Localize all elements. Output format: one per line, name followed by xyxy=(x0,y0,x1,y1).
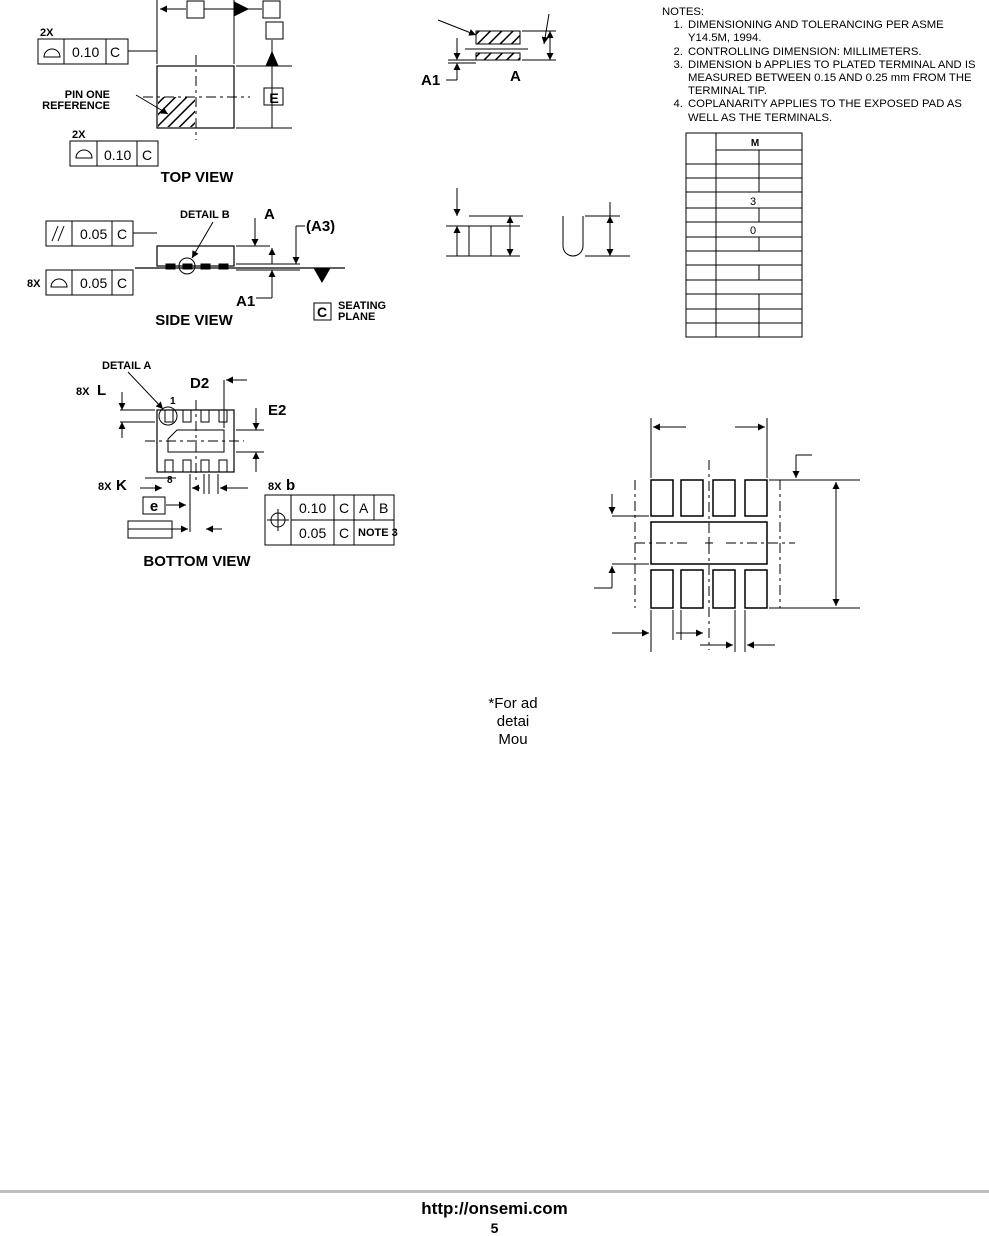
dim-l-count: 8X xyxy=(76,386,90,398)
pin-8-label: 8 xyxy=(167,475,173,486)
datum-c-label: C xyxy=(316,304,328,320)
pin-one-hatch xyxy=(158,97,195,127)
dim-d2-label: D2 xyxy=(190,375,210,392)
side-view-title: SIDE VIEW xyxy=(155,312,233,329)
footer-url[interactable]: http://onsemi.com xyxy=(421,1199,568,1218)
detail-b-label: DETAIL B xyxy=(180,209,230,221)
footnote-line: *For ad xyxy=(488,695,538,712)
dim-e2-label: E2 xyxy=(268,402,287,419)
footer-divider xyxy=(0,1190,989,1193)
dimension-table xyxy=(686,133,802,337)
flatness-value: 0.05 xyxy=(80,275,108,291)
bottom-view xyxy=(120,372,394,545)
flatness-datum: C xyxy=(117,275,128,291)
seating-plane-line1: SEATING xyxy=(338,300,387,312)
note-item: 1. DIMENSIONING AND TOLERANCING PER ASME Y14.5M, 1994. xyxy=(686,19,982,45)
detail-hatched-pad xyxy=(476,31,520,44)
position-tol-note: NOTE 3 xyxy=(358,527,398,539)
top-view-count-2: 2X xyxy=(72,129,86,141)
parallelism-value: 0.05 xyxy=(80,226,108,242)
soldering-footprint xyxy=(594,418,860,652)
seating-plane-line2: PLANE xyxy=(338,311,376,323)
dimension-table-cell-0: 0 xyxy=(749,225,757,237)
top-view-tol-1-datum: C xyxy=(110,44,121,60)
notes-heading: NOTES: xyxy=(662,6,705,18)
dim-a3-label: (A3) xyxy=(306,218,336,235)
position-tol-row2-value: 0.05 xyxy=(299,525,327,541)
dim-b-count: 8X xyxy=(268,481,282,493)
dim-l-label: L xyxy=(97,382,107,399)
detail-a-label: DETAIL A xyxy=(102,360,152,372)
note-item: 4. COPLANARITY APPLIES TO THE EXPOSED PAD AS WELL AS THE TERMINALS. xyxy=(686,98,982,124)
dim-k-count: 8X xyxy=(98,481,112,493)
top-view-tol-2-datum: C xyxy=(142,147,153,163)
footnote-line: detai xyxy=(496,713,530,730)
dimension-table-cell-3: 3 xyxy=(749,196,757,208)
dim-e-label: e xyxy=(149,498,159,515)
dim-k-label: K xyxy=(116,477,127,494)
top-view-tol-2-value: 0.10 xyxy=(104,147,132,163)
position-tol-row1-datum1: C xyxy=(339,500,350,516)
notes-block xyxy=(662,6,982,125)
top-view-count-1: 2X xyxy=(40,27,54,39)
bottom-view-title: BOTTOM VIEW xyxy=(143,553,251,570)
parallelism-datum: C xyxy=(117,226,128,242)
position-tol-row1-value: 0.10 xyxy=(299,500,327,516)
note-item: 2. CONTROLLING DIMENSION: MILLIMETERS. xyxy=(686,46,982,59)
pin-one-reference-line1: PIN ONE xyxy=(64,89,110,101)
pin-1-label: 1 xyxy=(170,396,176,407)
detail-section-labels xyxy=(421,68,521,89)
pin-one-reference-line2: REFERENCE xyxy=(42,100,110,112)
position-tol-row1-datum2: A xyxy=(359,500,369,516)
footnote-line: Mou xyxy=(498,731,528,748)
dim-b-label: b xyxy=(286,477,296,494)
footnote xyxy=(468,695,558,749)
dim-a1-label: A1 xyxy=(236,293,256,310)
datum-e-label: E xyxy=(269,90,279,106)
note-item: 3. DIMENSION b APPLIES TO PLATED TERMINAL AND IS MEASURED BETWEEN 0.15 AND 0.25 mm FROM THE TERMINAL TIP. xyxy=(686,59,982,99)
dim-a-label: A xyxy=(264,206,275,223)
detail-section xyxy=(438,14,630,256)
detail-dim-a: A xyxy=(510,68,521,85)
top-view-tol-1-value: 0.10 xyxy=(72,44,100,60)
detail-dim-a1: A1 xyxy=(421,72,441,89)
bottom-view-labels xyxy=(76,360,398,570)
position-tol-row1-datum3: B xyxy=(379,500,389,516)
top-view-title: TOP VIEW xyxy=(160,169,234,186)
page-number: 5 xyxy=(490,1220,499,1236)
position-tol-row2-datum1: C xyxy=(339,525,350,541)
flatness-count: 8X xyxy=(27,278,41,290)
top-view xyxy=(38,0,292,166)
dimension-table-header: M xyxy=(750,138,760,149)
